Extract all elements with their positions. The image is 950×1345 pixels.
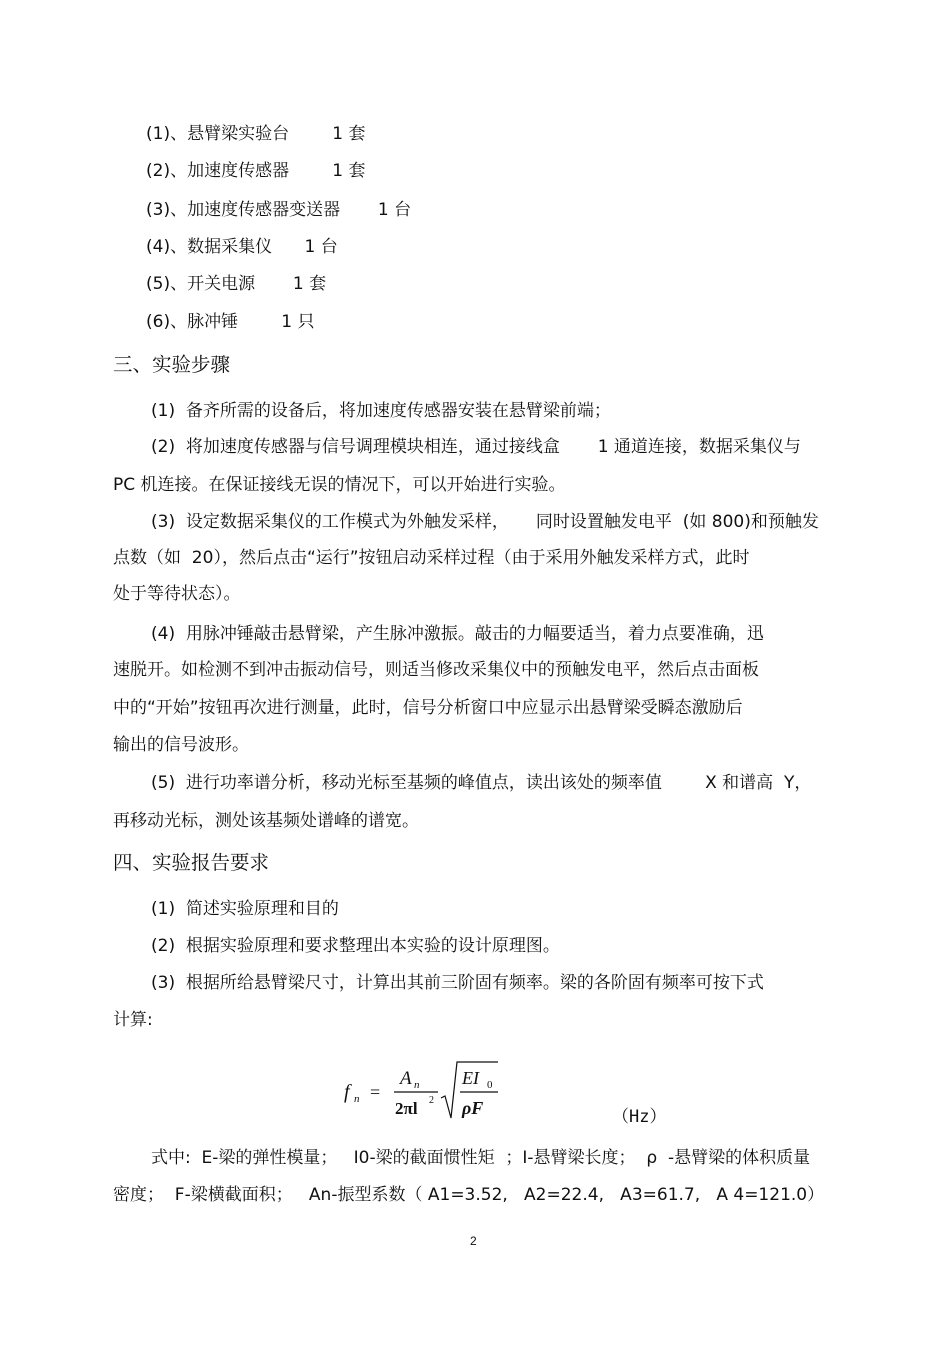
step-line: (4) 用脉冲锤敲击悬臂梁，产生脉冲激振。敲击的力幅要适当，着力点要准确，迅 [151, 624, 764, 644]
frequency-formula [340, 1058, 510, 1124]
step-line: 输出的信号波形。 [113, 735, 249, 755]
formula-num: A [400, 1068, 412, 1089]
equipment-item: (5)、开关电源 1 套 [146, 274, 327, 294]
svg-text:=: = [370, 1082, 381, 1102]
equipment-item: (3)、加速度传感器变送器 1 台 [146, 200, 412, 220]
step-line: 点数（如 20），然后点击“运行”按钮启动采样过程（由于采用外触发采样方式，此时 [113, 548, 750, 568]
formula-num-sub: n [414, 1079, 420, 1091]
requirement-line: (2) 根据实验原理和要求整理出本实验的设计原理图。 [151, 936, 560, 956]
formula-root-den: ρF [462, 1098, 484, 1118]
step-line: (5) 进行功率谱分析，移动光标至基频的峰值点，读出该处的频率值 X 和谱高 Y， [151, 773, 812, 793]
equipment-item: (1)、悬臂梁实验台 1 套 [146, 124, 366, 144]
page-number: 2 [470, 1234, 477, 1248]
step-line: 中的“开始”按钮再次进行测量，此时，信号分析窗口中应显示出悬臂梁受瞬态激励后 [113, 698, 743, 718]
requirement-line: (1) 简述实验原理和目的 [151, 899, 339, 919]
formula-note: 密度； F-梁横截面积； An-振型系数（ A1=3.52, A2=22.4, A3=61.7, A 4=121.0） [113, 1185, 825, 1205]
requirement-line: 计算: [113, 1010, 153, 1030]
formula-root-num-sub: 0 [487, 1079, 493, 1091]
section-heading: 三、实验步骤 [113, 353, 231, 376]
formula-note: 式中: E-梁的弹性模量； I0-梁的截面惯性矩 ；I-悬臂梁长度； ρ -悬臂梁的体积质量 [151, 1148, 811, 1168]
formula-den-sup: 2 [429, 1095, 434, 1106]
section-heading: 四、实验报告要求 [113, 851, 270, 874]
step-line: (2) 将加速度传感器与信号调理模块相连，通过接线盒 1 通道连接，数据采集仪与 [151, 437, 801, 457]
step-line: 速脱开。如检测不到冲击振动信号，则适当修改采集仪中的预触发电平，然后点击面板 [113, 660, 759, 680]
formula-root-num: EI [462, 1068, 479, 1088]
step-line: 再移动光标，测处该基频处谱峰的谱宽。 [113, 811, 419, 831]
step-line: (1) 备齐所需的设备后，将加速度传感器安装在悬臂梁前端； [151, 401, 611, 421]
step-line: (3) 设定数据采集仪的工作模式为外触发采样， 同时设置触发电平 (如 800)和预触发 [151, 512, 819, 532]
formula-den: 2πl [395, 1099, 418, 1118]
equipment-item: (4)、数据采集仪 1 台 [146, 237, 338, 257]
requirement-line: (3) 根据所给悬臂梁尺寸，计算出其前三阶固有频率。梁的各阶固有频率可按下式 [151, 973, 764, 993]
step-line: PC 机连接。在保证接线无误的情况下，可以开始进行实验。 [113, 475, 566, 495]
equipment-item: (2)、加速度传感器 1 套 [146, 161, 366, 181]
step-line: 处于等待状态）。 [113, 584, 241, 604]
formula-unit: （Hz） [612, 1107, 667, 1127]
formula-lhs-sub: n [354, 1093, 360, 1105]
equipment-item: (6)、脉冲锤 1 只 [146, 312, 315, 332]
formula-lhs: f [344, 1081, 350, 1103]
